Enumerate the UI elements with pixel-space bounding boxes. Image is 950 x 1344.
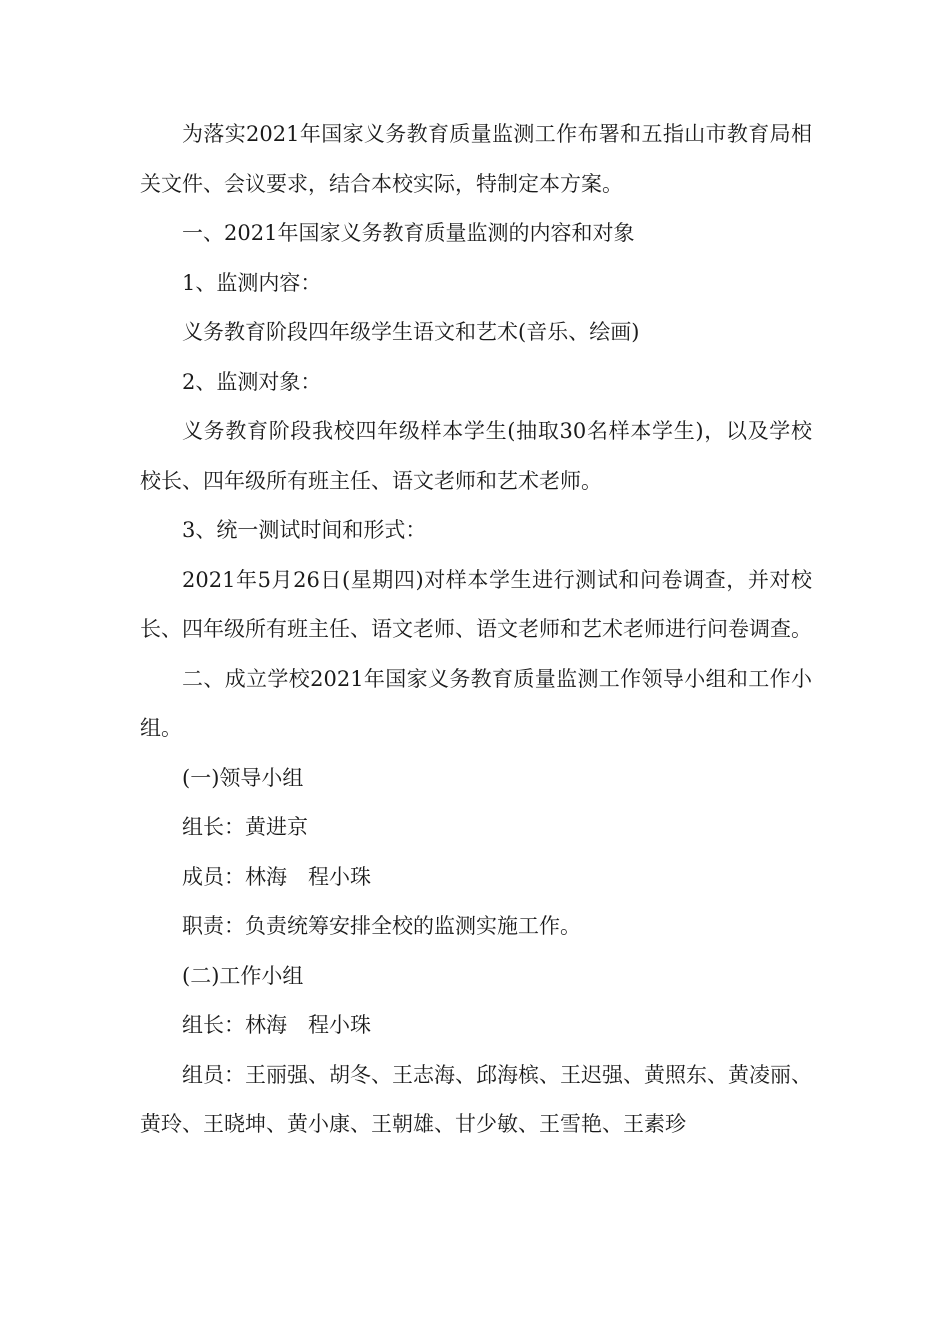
intro-paragraph: 为落实2021年国家义务教育质量监测工作布署和五指山市教育局相关文件、会议要求，结合本校实际，特制定本方案。 [140,122,812,196]
item-text-subjects: 义务教育阶段我校四年级样本学生(抽取30名样本学生)，以及学校校长、四年级所有班主任、语文老师和艺术老师。 [140,419,812,493]
leadership-duties: 职责：负责统筹安排全校的监测实施工作。 [182,914,581,938]
subsection-heading-leadership: (一)领导小组 [182,765,304,790]
leadership-members: 成员：林海 程小珠 [182,864,371,889]
working-group-members: 组员：王丽强、胡冬、王志海、邱海槟、王迟强、黄照东、黄凌丽、黄玲、王晓坤、黄小康、王朝雄、甘少敏、王雪艳、王素珍 [140,1062,812,1136]
section-heading-2: 二、成立学校2021年国家义务教育质量监测工作领导小组和工作小组。 [140,666,812,740]
leadership-leader: 组长：黄进京 [182,815,308,839]
item-heading-content: 1、监测内容： [182,270,322,295]
item-text-content: 义务教育阶段四年级学生语文和艺术(音乐、绘画) [182,320,640,344]
subsection-heading-working-group: (二)工作小组 [182,963,304,988]
item-text-schedule: 2021年5月26日(星期四)对样本学生进行测试和问卷调查，并对校长、四年级所有班主任、语文老师、语文老师和艺术老师进行问卷调查。 [140,567,812,641]
section-heading-1: 一、2021年国家义务教育质量监测的内容和对象 [182,221,635,245]
document-body [140,110,812,1150]
item-heading-schedule: 3、统一测试时间和形式： [182,518,427,542]
item-heading-subjects: 2、监测对象： [182,369,322,394]
working-group-leader: 组长：林海 程小珠 [182,1013,371,1037]
